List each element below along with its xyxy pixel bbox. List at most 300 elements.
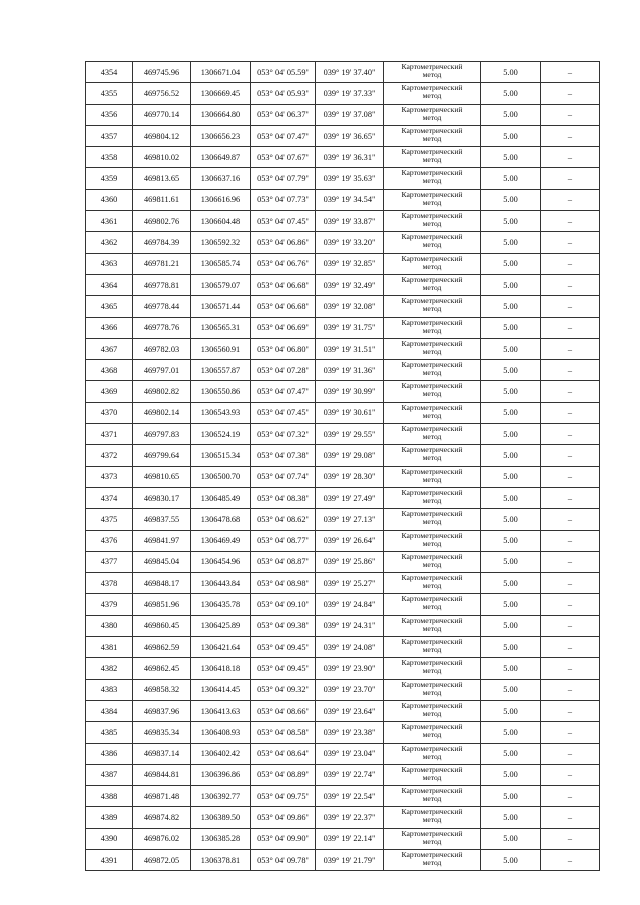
method-label-line1: Картометрический <box>401 487 463 497</box>
table-row <box>86 402 600 423</box>
point-number-cell: 4375 <box>86 509 133 530</box>
latitude-cell: 053° 04' 09.32" <box>251 679 316 700</box>
method-label-line1: Картометрический <box>401 573 463 583</box>
latitude-cell: 053° 04' 08.98" <box>251 573 316 594</box>
method-cell <box>384 679 481 700</box>
latitude-cell: 053° 04' 09.75" <box>251 786 316 807</box>
y-coordinate-cell: 1306557.87 <box>191 360 251 381</box>
latitude-cell: 053° 04' 08.38" <box>251 487 316 508</box>
longitude-cell: 039° 19' 27.49" <box>316 487 384 508</box>
method-label-line1: Картометрический <box>401 381 463 391</box>
y-coordinate-cell: 1306543.93 <box>191 402 251 423</box>
y-coordinate-cell: 1306524.19 <box>191 424 251 445</box>
latitude-cell: 053° 04' 08.66" <box>251 700 316 721</box>
point-number-cell: 4368 <box>86 360 133 381</box>
point-number-cell: 4390 <box>86 828 133 849</box>
x-coordinate-cell: 469876.02 <box>133 828 191 849</box>
table-row <box>86 722 600 743</box>
longitude-cell: 039° 19' 34.54" <box>316 189 384 210</box>
x-coordinate-cell: 469871.48 <box>133 786 191 807</box>
x-coordinate-cell: 469799.64 <box>133 445 191 466</box>
latitude-cell: 053° 04' 06.68" <box>251 274 316 295</box>
point-number-cell: 4373 <box>86 466 133 487</box>
table-row <box>86 274 600 295</box>
point-number-cell: 4365 <box>86 296 133 317</box>
latitude-cell: 053° 04' 09.45" <box>251 658 316 679</box>
y-coordinate-cell: 1306500.70 <box>191 466 251 487</box>
method-label-line2: метод <box>422 581 442 591</box>
method-cell <box>384 402 481 423</box>
longitude-cell: 039° 19' 25.27" <box>316 573 384 594</box>
longitude-cell: 039° 19' 23.70" <box>316 679 384 700</box>
method-label-line2: метод <box>422 240 442 250</box>
latitude-cell: 053° 04' 07.67" <box>251 147 316 168</box>
longitude-cell: 039° 19' 36.65" <box>316 125 384 146</box>
method-label-line1: Картометрический <box>401 530 463 540</box>
method-label-line2: метод <box>422 666 442 676</box>
description-cell: – <box>541 274 600 295</box>
method-label-line1: Картометрический <box>401 828 463 838</box>
y-coordinate-cell: 1306414.45 <box>191 679 251 700</box>
longitude-cell: 039° 19' 33.87" <box>316 211 384 232</box>
method-label-line2: метод <box>422 155 442 165</box>
precision-cell: 5.00 <box>481 615 541 636</box>
longitude-cell: 039° 19' 22.14" <box>316 828 384 849</box>
x-coordinate-cell: 469810.65 <box>133 466 191 487</box>
y-coordinate-cell: 1306425.89 <box>191 615 251 636</box>
method-label-line2: метод <box>422 91 442 101</box>
latitude-cell: 053° 04' 08.87" <box>251 551 316 572</box>
method-cell <box>384 807 481 828</box>
description-cell: – <box>541 658 600 679</box>
x-coordinate-cell: 469778.81 <box>133 274 191 295</box>
method-label-line1: Картометрический <box>401 317 463 327</box>
method-label-line1: Картометрический <box>401 594 463 604</box>
x-coordinate-cell: 469862.45 <box>133 658 191 679</box>
precision-cell: 5.00 <box>481 211 541 232</box>
method-cell <box>384 232 481 253</box>
method-label-line2: метод <box>422 368 442 378</box>
method-label-line1: Картометрический <box>401 551 463 561</box>
y-coordinate-cell: 1306418.18 <box>191 658 251 679</box>
description-cell: – <box>541 828 600 849</box>
point-number-cell: 4384 <box>86 700 133 721</box>
method-label-line2: метод <box>422 282 442 292</box>
method-cell <box>384 594 481 615</box>
table-row <box>86 338 600 359</box>
method-cell <box>384 786 481 807</box>
point-number-cell: 4383 <box>86 679 133 700</box>
point-number-cell: 4379 <box>86 594 133 615</box>
precision-cell: 5.00 <box>481 83 541 104</box>
longitude-cell: 039° 19' 24.08" <box>316 637 384 658</box>
latitude-cell: 053° 04' 08.89" <box>251 764 316 785</box>
table-row <box>86 445 600 466</box>
longitude-cell: 039° 19' 30.99" <box>316 381 384 402</box>
method-label-line1: Картометрический <box>401 253 463 263</box>
precision-cell: 5.00 <box>481 125 541 146</box>
x-coordinate-cell: 469848.17 <box>133 573 191 594</box>
table-row <box>86 125 600 146</box>
y-coordinate-cell: 1306604.48 <box>191 211 251 232</box>
latitude-cell: 053° 04' 09.10" <box>251 594 316 615</box>
y-coordinate-cell: 1306485.49 <box>191 487 251 508</box>
precision-cell: 5.00 <box>481 679 541 700</box>
method-label-line1: Картометрический <box>401 807 463 817</box>
description-cell: – <box>541 296 600 317</box>
method-label-line2: метод <box>422 602 442 612</box>
method-label-line2: метод <box>422 453 442 463</box>
method-label-line1: Картометрический <box>401 700 463 710</box>
description-cell: – <box>541 594 600 615</box>
method-label-line2: метод <box>422 325 442 335</box>
description-cell: – <box>541 445 600 466</box>
method-label-line1: Картометрический <box>401 125 463 135</box>
precision-cell: 5.00 <box>481 232 541 253</box>
table-row <box>86 296 600 317</box>
method-cell <box>384 466 481 487</box>
method-cell <box>384 317 481 338</box>
precision-cell: 5.00 <box>481 722 541 743</box>
y-coordinate-cell: 1306515.34 <box>191 445 251 466</box>
method-label-line1: Картометрический <box>401 104 463 114</box>
x-coordinate-cell: 469756.52 <box>133 83 191 104</box>
method-cell <box>384 381 481 402</box>
method-cell <box>384 360 481 381</box>
point-number-cell: 4376 <box>86 530 133 551</box>
method-label-line1: Картометрический <box>401 679 463 689</box>
precision-cell: 5.00 <box>481 700 541 721</box>
latitude-cell: 053° 04' 06.76" <box>251 253 316 274</box>
table-row <box>86 424 600 445</box>
longitude-cell: 039° 19' 37.08" <box>316 104 384 125</box>
description-cell: – <box>541 125 600 146</box>
x-coordinate-cell: 469841.97 <box>133 530 191 551</box>
description-cell: – <box>541 83 600 104</box>
method-label-line2: метод <box>422 730 442 740</box>
y-coordinate-cell: 1306396.86 <box>191 764 251 785</box>
y-coordinate-cell: 1306671.04 <box>191 62 251 83</box>
table-row <box>86 381 600 402</box>
method-cell <box>384 168 481 189</box>
method-label-line1: Картометрический <box>401 402 463 412</box>
x-coordinate-cell: 469813.65 <box>133 168 191 189</box>
method-label-line2: метод <box>422 389 442 399</box>
method-label-line1: Картометрический <box>401 743 463 753</box>
method-cell <box>384 62 481 83</box>
method-label-line2: метод <box>422 645 442 655</box>
point-number-cell: 4381 <box>86 637 133 658</box>
description-cell: – <box>541 211 600 232</box>
point-number-cell: 4361 <box>86 211 133 232</box>
precision-cell: 5.00 <box>481 743 541 764</box>
x-coordinate-cell: 469804.12 <box>133 125 191 146</box>
x-coordinate-cell: 469797.01 <box>133 360 191 381</box>
method-label-line2: метод <box>422 112 442 122</box>
longitude-cell: 039° 19' 26.64" <box>316 530 384 551</box>
latitude-cell: 053° 04' 08.62" <box>251 509 316 530</box>
y-coordinate-cell: 1306616.96 <box>191 189 251 210</box>
y-coordinate-cell: 1306378.81 <box>191 849 251 870</box>
y-coordinate-cell: 1306579.07 <box>191 274 251 295</box>
longitude-cell: 039° 19' 32.08" <box>316 296 384 317</box>
point-number-cell: 4371 <box>86 424 133 445</box>
point-number-cell: 4378 <box>86 573 133 594</box>
x-coordinate-cell: 469872.05 <box>133 849 191 870</box>
precision-cell: 5.00 <box>481 828 541 849</box>
table-row <box>86 743 600 764</box>
table-row <box>86 360 600 381</box>
longitude-cell: 039° 19' 25.86" <box>316 551 384 572</box>
latitude-cell: 053° 04' 07.74" <box>251 466 316 487</box>
latitude-cell: 053° 04' 07.45" <box>251 402 316 423</box>
x-coordinate-cell: 469782.03 <box>133 338 191 359</box>
latitude-cell: 053° 04' 07.47" <box>251 125 316 146</box>
method-label-line1: Картометрический <box>401 424 463 434</box>
description-cell: – <box>541 807 600 828</box>
table-row <box>86 551 600 572</box>
method-label-line2: метод <box>422 70 442 79</box>
method-cell <box>384 445 481 466</box>
method-label-line1: Картометрический <box>401 83 463 93</box>
y-coordinate-cell: 1306656.23 <box>191 125 251 146</box>
table-row <box>86 849 600 870</box>
precision-cell: 5.00 <box>481 424 541 445</box>
precision-cell: 5.00 <box>481 381 541 402</box>
description-cell: – <box>541 615 600 636</box>
latitude-cell: 053° 04' 08.77" <box>251 530 316 551</box>
longitude-cell: 039° 19' 30.61" <box>316 402 384 423</box>
precision-cell: 5.00 <box>481 466 541 487</box>
longitude-cell: 039° 19' 23.38" <box>316 722 384 743</box>
y-coordinate-cell: 1306550.86 <box>191 381 251 402</box>
precision-cell: 5.00 <box>481 62 541 83</box>
x-coordinate-cell: 469845.04 <box>133 551 191 572</box>
method-label-line2: метод <box>422 197 442 207</box>
longitude-cell: 039° 19' 21.79" <box>316 849 384 870</box>
method-label-line2: метод <box>422 815 442 825</box>
method-cell <box>384 573 481 594</box>
method-label-line1: Картометрический <box>401 509 463 519</box>
method-cell <box>384 743 481 764</box>
table-row <box>86 62 600 83</box>
precision-cell: 5.00 <box>481 189 541 210</box>
latitude-cell: 053° 04' 06.37" <box>251 104 316 125</box>
description-cell: – <box>541 722 600 743</box>
table-row <box>86 828 600 849</box>
method-label-line1: Картометрический <box>401 466 463 476</box>
precision-cell: 5.00 <box>481 551 541 572</box>
point-number-cell: 4364 <box>86 274 133 295</box>
method-cell <box>384 637 481 658</box>
latitude-cell: 053° 04' 09.86" <box>251 807 316 828</box>
method-cell <box>384 551 481 572</box>
precision-cell: 5.00 <box>481 594 541 615</box>
description-cell: – <box>541 743 600 764</box>
method-label-line2: метод <box>422 432 442 442</box>
method-label-line1: Картометрический <box>401 62 463 71</box>
point-number-cell: 4380 <box>86 615 133 636</box>
method-cell <box>384 147 481 168</box>
longitude-cell: 039° 19' 36.31" <box>316 147 384 168</box>
point-number-cell: 4389 <box>86 807 133 828</box>
method-cell <box>384 658 481 679</box>
latitude-cell: 053° 04' 05.59" <box>251 62 316 83</box>
point-number-cell: 4391 <box>86 849 133 870</box>
table-row <box>86 317 600 338</box>
description-cell: – <box>541 466 600 487</box>
x-coordinate-cell: 469770.14 <box>133 104 191 125</box>
precision-cell: 5.00 <box>481 573 541 594</box>
latitude-cell: 053° 04' 07.45" <box>251 211 316 232</box>
latitude-cell: 053° 04' 06.68" <box>251 296 316 317</box>
x-coordinate-cell: 469837.96 <box>133 700 191 721</box>
description-cell: – <box>541 104 600 125</box>
table-row <box>86 530 600 551</box>
x-coordinate-cell: 469844.81 <box>133 764 191 785</box>
longitude-cell: 039° 19' 31.36" <box>316 360 384 381</box>
longitude-cell: 039° 19' 37.33" <box>316 83 384 104</box>
x-coordinate-cell: 469745.96 <box>133 62 191 83</box>
method-label-line1: Картометрический <box>401 232 463 242</box>
table-row <box>86 466 600 487</box>
method-label-line1: Картометрический <box>401 615 463 625</box>
point-number-cell: 4377 <box>86 551 133 572</box>
latitude-cell: 053° 04' 08.58" <box>251 722 316 743</box>
method-label-line1: Картометрический <box>401 786 463 796</box>
method-label-line1: Картометрический <box>401 147 463 157</box>
description-cell: – <box>541 232 600 253</box>
precision-cell: 5.00 <box>481 637 541 658</box>
method-label-line2: метод <box>422 559 442 569</box>
point-number-cell: 4388 <box>86 786 133 807</box>
longitude-cell: 039° 19' 23.04" <box>316 743 384 764</box>
point-number-cell: 4387 <box>86 764 133 785</box>
table-row <box>86 594 600 615</box>
table-row <box>86 104 600 125</box>
method-cell <box>384 700 481 721</box>
method-label-line2: метод <box>422 794 442 804</box>
method-label-line1: Картометрический <box>401 849 463 859</box>
method-label-line2: метод <box>422 623 442 633</box>
x-coordinate-cell: 469835.34 <box>133 722 191 743</box>
longitude-cell: 039° 19' 35.63" <box>316 168 384 189</box>
y-coordinate-cell: 1306421.64 <box>191 637 251 658</box>
x-coordinate-cell: 469778.44 <box>133 296 191 317</box>
description-cell: – <box>541 679 600 700</box>
x-coordinate-cell: 469797.83 <box>133 424 191 445</box>
description-cell: – <box>541 189 600 210</box>
method-label-line2: метод <box>422 538 442 548</box>
y-coordinate-cell: 1306469.49 <box>191 530 251 551</box>
point-number-cell: 4382 <box>86 658 133 679</box>
latitude-cell: 053° 04' 07.38" <box>251 445 316 466</box>
longitude-cell: 039° 19' 31.75" <box>316 317 384 338</box>
method-cell <box>384 828 481 849</box>
description-cell: – <box>541 338 600 359</box>
table-row <box>86 147 600 168</box>
longitude-cell: 039° 19' 29.08" <box>316 445 384 466</box>
point-number-cell: 4386 <box>86 743 133 764</box>
y-coordinate-cell: 1306402.42 <box>191 743 251 764</box>
table-row <box>86 679 600 700</box>
precision-cell: 5.00 <box>481 530 541 551</box>
table-row <box>86 253 600 274</box>
table-row <box>86 83 600 104</box>
description-cell: – <box>541 849 600 870</box>
description-cell: – <box>541 381 600 402</box>
precision-cell: 5.00 <box>481 658 541 679</box>
latitude-cell: 053° 04' 09.45" <box>251 637 316 658</box>
method-label-line1: Картометрический <box>401 296 463 306</box>
longitude-cell: 039° 19' 32.49" <box>316 274 384 295</box>
latitude-cell: 053° 04' 07.47" <box>251 381 316 402</box>
latitude-cell: 053° 04' 09.38" <box>251 615 316 636</box>
coordinates-table-body <box>86 62 600 871</box>
latitude-cell: 053° 04' 06.86" <box>251 232 316 253</box>
x-coordinate-cell: 469781.21 <box>133 253 191 274</box>
method-cell <box>384 189 481 210</box>
x-coordinate-cell: 469784.39 <box>133 232 191 253</box>
y-coordinate-cell: 1306637.16 <box>191 168 251 189</box>
precision-cell: 5.00 <box>481 764 541 785</box>
precision-cell: 5.00 <box>481 509 541 530</box>
precision-cell: 5.00 <box>481 296 541 317</box>
y-coordinate-cell: 1306560.91 <box>191 338 251 359</box>
longitude-cell: 039° 19' 33.20" <box>316 232 384 253</box>
method-label-line1: Картометрический <box>401 764 463 774</box>
table-row <box>86 658 600 679</box>
method-label-line2: метод <box>422 219 442 229</box>
method-label-line2: метод <box>422 708 442 718</box>
description-cell: – <box>541 317 600 338</box>
method-cell <box>384 211 481 232</box>
y-coordinate-cell: 1306664.80 <box>191 104 251 125</box>
y-coordinate-cell: 1306443.84 <box>191 573 251 594</box>
table-row <box>86 786 600 807</box>
latitude-cell: 053° 04' 08.64" <box>251 743 316 764</box>
description-cell: – <box>541 487 600 508</box>
table-row <box>86 573 600 594</box>
y-coordinate-cell: 1306435.78 <box>191 594 251 615</box>
precision-cell: 5.00 <box>481 487 541 508</box>
method-cell <box>384 615 481 636</box>
table-row <box>86 764 600 785</box>
method-cell <box>384 509 481 530</box>
y-coordinate-cell: 1306669.45 <box>191 83 251 104</box>
description-cell: – <box>541 253 600 274</box>
latitude-cell: 053° 04' 05.93" <box>251 83 316 104</box>
x-coordinate-cell: 469851.96 <box>133 594 191 615</box>
point-number-cell: 4357 <box>86 125 133 146</box>
y-coordinate-cell: 1306565.31 <box>191 317 251 338</box>
table-row <box>86 509 600 530</box>
longitude-cell: 039° 19' 32.85" <box>316 253 384 274</box>
point-number-cell: 4356 <box>86 104 133 125</box>
latitude-cell: 053° 04' 07.79" <box>251 168 316 189</box>
method-label-line2: метод <box>422 495 442 505</box>
method-label-line2: метод <box>422 176 442 186</box>
x-coordinate-cell: 469802.76 <box>133 211 191 232</box>
method-cell <box>384 104 481 125</box>
method-label-line2: метод <box>422 261 442 271</box>
description-cell: – <box>541 786 600 807</box>
longitude-cell: 039° 19' 22.37" <box>316 807 384 828</box>
precision-cell: 5.00 <box>481 338 541 359</box>
precision-cell: 5.00 <box>481 360 541 381</box>
longitude-cell: 039° 19' 37.40" <box>316 62 384 83</box>
precision-cell: 5.00 <box>481 317 541 338</box>
